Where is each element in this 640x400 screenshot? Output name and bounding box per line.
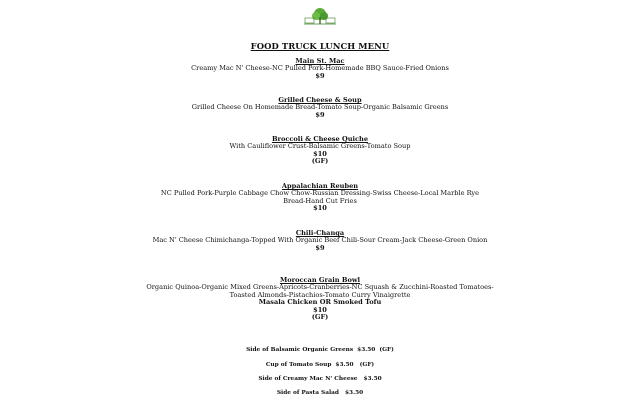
item-description: Mac N' Cheese Chimichanga-Topped With Organic Beef Chili-Sour Cream-Jack Cheese-Green Onion	[152, 236, 488, 245]
side-item: Side of Creamy Mac N' Cheese $3.50	[258, 376, 382, 382]
item-description: Organic Quinoa-Organic Mixed Greens-Apricots-Cranberries-NC Squash & Zucchini-Roasted Tomatoes-Toasted Almonds-Pistachios-Tomato Curry Vinaigrette	[146, 283, 494, 299]
menu-item	[150, 136, 490, 166]
item-description: NC Pulled Pork-Purple Cabbage Chow Chow-Russian Dressing-Swiss Cheese-Local Marble Rye Bread-Hand Cut Fries	[160, 189, 480, 205]
tree-logo-icon	[294, 6, 346, 32]
side-item: Side of Pasta Salad $3.50	[276, 390, 364, 396]
item-gf-note: (GF)	[311, 313, 329, 322]
menu-title: FOOD TRUCK LUNCH MENU	[250, 41, 390, 51]
item-price: $9	[315, 71, 325, 80]
item-description: Creamy Mac N' Cheese-NC Pulled Pork-Homemade BBQ Sauce-Fried Onions	[191, 64, 449, 73]
menu-item	[150, 183, 490, 213]
item-gf-note: (GF)	[311, 157, 329, 166]
item-name: Main St. Mac	[295, 57, 345, 65]
menu-item	[150, 97, 490, 119]
item-price: $10	[313, 149, 327, 158]
item-name: Grilled Cheese & Soup	[278, 96, 362, 104]
item-price: $9	[315, 110, 325, 119]
item-description: With Cauliflower Crust-Balsamic Greens-Tomato Soup	[229, 142, 411, 151]
item-name: Appalachian Reuben	[281, 182, 359, 190]
side-item: Cup of Tomato Soup $3.50 (GF)	[265, 362, 375, 368]
item-description: Grilled Cheese On Homemade Bread-Tomato Soup-Organic Balsamic Greens	[191, 103, 449, 112]
menu-item	[140, 277, 500, 321]
menu-item	[150, 230, 490, 252]
side-item: Side of Balsamic Organic Greens $3.50 (GF)	[246, 347, 394, 353]
item-protein-choice: Masala Chicken OR Smoked Tofu	[258, 298, 382, 307]
item-name: Broccoli & Cheese Quiche	[271, 135, 369, 143]
item-name: Moroccan Grain Bowl	[279, 276, 361, 284]
item-price: $10	[313, 204, 327, 213]
item-price: $9	[315, 243, 325, 252]
item-name: Chili-Changa	[295, 229, 345, 237]
item-price: $10	[313, 305, 327, 314]
menu-item	[150, 58, 490, 80]
